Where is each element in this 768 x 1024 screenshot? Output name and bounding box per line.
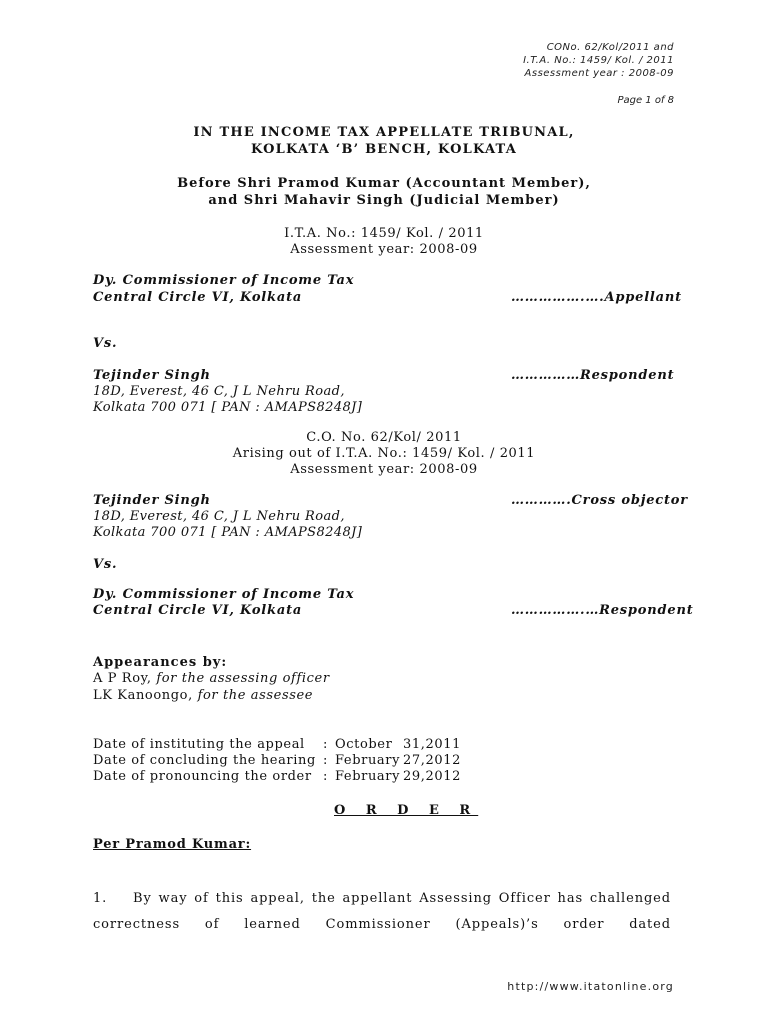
tribunal-title: IN THE INCOME TAX APPELLATE TRIBUNAL, [193, 125, 575, 140]
case-reference-line-3: Assessment year : 2008-09 [524, 68, 674, 79]
date-separator: : [323, 753, 328, 768]
cross-objector-role: ………….Cross objector [511, 493, 688, 508]
date-row-concluded [93, 753, 461, 768]
appearance-assessee-role: for the assessee [197, 688, 314, 703]
footer-url[interactable]: http://www.itatonline.org [507, 980, 674, 993]
date-day-year: 29,2012 [403, 769, 461, 784]
date-row-instituted [93, 737, 461, 752]
co-respondent-office: Central Circle VI, Kolkata [93, 603, 303, 618]
page-number: Page 1 of 8 [617, 95, 674, 106]
co-versus-label: Vs. [93, 557, 118, 572]
appellant-role: …………….….Appellant [511, 290, 682, 305]
co-assessment-year: Assessment year: 2008-09 [290, 462, 478, 477]
appearance-revenue-name: A P Roy, [93, 671, 157, 686]
date-label: Date of instituting the appeal [93, 737, 305, 752]
co-arising-from: Arising out of I.T.A. No.: 1459/ Kol. / 2011 [232, 446, 536, 461]
appearance-assessee [93, 688, 313, 703]
date-day-year: 27,2012 [403, 753, 461, 768]
tribunal-bench-location: KOLKATA ‘B’ BENCH, KOLKATA [251, 142, 517, 157]
date-separator: : [323, 737, 328, 752]
date-month: October [335, 737, 393, 752]
versus-label: Vs. [93, 336, 118, 351]
assessment-year: Assessment year: 2008-09 [290, 242, 478, 257]
date-month: February [335, 753, 401, 768]
respondent-address-2: Kolkata 700 071 [ PAN : AMAPS8248J] [93, 400, 363, 415]
appearance-revenue-role: for the assessing officer [156, 671, 330, 686]
cross-objector-address-1: 18D, Everest, 46 C, J L Nehru Road, [93, 509, 345, 524]
co-respondent-name: Dy. Commissioner of Income Tax [93, 587, 355, 602]
appellant-name: Dy. Commissioner of Income Tax [93, 273, 355, 288]
paragraph-text: By way of this appeal, the appellant Assessing Officer has challenged correctness of learned Commissioner (Appeals)’s order dated [93, 891, 671, 932]
bench-member-1: Before Shri Pramod Kumar (Accountant Member), [177, 176, 591, 191]
co-respondent-role: …………….…Respondent [511, 603, 694, 618]
date-separator: : [323, 769, 328, 784]
appellant-office: Central Circle VI, Kolkata [93, 290, 303, 305]
cross-objector-name: Tejinder Singh [93, 493, 211, 508]
order-heading: O R D E R [334, 803, 479, 818]
date-label: Date of pronouncing the order [93, 769, 312, 784]
date-month: February [335, 769, 401, 784]
order-paragraph-1 [93, 886, 671, 938]
case-reference-line-1: CONo. 62/Kol/2011 and [546, 42, 674, 53]
bench-member-2: and Shri Mahavir Singh (Judicial Member) [208, 193, 560, 208]
respondent-role: ……………Respondent [511, 368, 675, 383]
appearance-revenue [93, 671, 330, 686]
appearances-heading: Appearances by: [93, 655, 228, 670]
co-number: C.O. No. 62/Kol/ 2011 [306, 430, 462, 445]
date-row-pronounced [93, 769, 461, 784]
date-day-year: 31,2011 [403, 737, 461, 752]
ita-number: I.T.A. No.: 1459/ Kol. / 2011 [284, 226, 484, 241]
paragraph-number: 1. [93, 891, 108, 906]
cross-objector-address-2: Kolkata 700 071 [ PAN : AMAPS8248J] [93, 525, 363, 540]
per-author: Per Pramod Kumar: [93, 837, 252, 852]
respondent-name: Tejinder Singh [93, 368, 211, 383]
appearance-assessee-name: LK Kanoongo, [93, 688, 198, 703]
respondent-address-1: 18D, Everest, 46 C, J L Nehru Road, [93, 384, 345, 399]
case-reference-line-2: I.T.A. No.: 1459/ Kol. / 2011 [523, 55, 674, 66]
date-label: Date of concluding the hearing [93, 753, 316, 768]
